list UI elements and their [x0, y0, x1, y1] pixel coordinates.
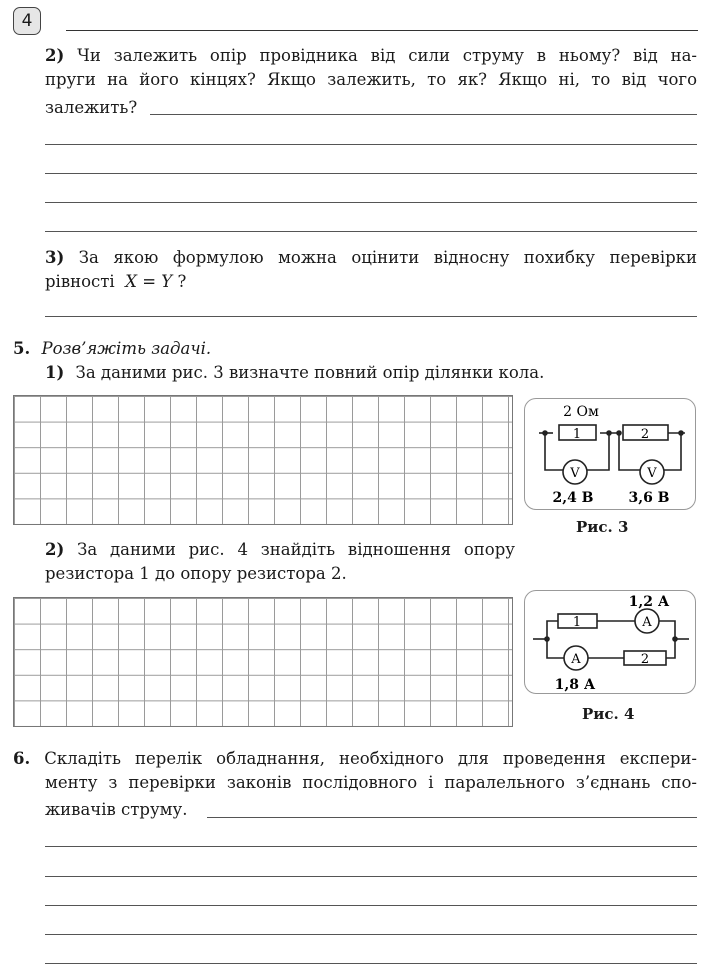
- header-rule: [66, 30, 698, 31]
- current-2-label: 1,8 А: [554, 677, 596, 693]
- answer-line[interactable]: [45, 876, 697, 877]
- answer-line[interactable]: [207, 817, 697, 818]
- answer-line[interactable]: [45, 202, 697, 203]
- answer-line[interactable]: [45, 934, 697, 935]
- q5-item1-number: 1): [45, 363, 65, 382]
- q5-item2-line1: [45, 538, 515, 562]
- ammeter-1-symbol: A: [642, 615, 652, 630]
- resistance-label: 2 Ом: [563, 404, 599, 420]
- q4-item2-line1: [45, 44, 697, 68]
- answer-line[interactable]: [45, 231, 697, 232]
- figure-4: [524, 590, 696, 694]
- answer-grid[interactable]: [13, 597, 513, 727]
- q4-item2-number: 2): [45, 46, 65, 65]
- q6-text1: Складіть перелік обладнання, необхідного для проведення експери-: [44, 749, 697, 768]
- voltage-2-label: 3,6 В: [628, 490, 670, 506]
- ammeter-2-symbol: A: [571, 652, 581, 667]
- resistor-2-label: 2: [640, 652, 650, 667]
- answer-grid[interactable]: [13, 395, 513, 525]
- answer-line[interactable]: [45, 905, 697, 906]
- figure-4-caption: Рис. 4: [582, 705, 635, 723]
- voltage-1-label: 2,4 В: [552, 490, 594, 506]
- answer-line[interactable]: [45, 846, 697, 847]
- q4-item3-line1: [45, 246, 697, 270]
- q4-item3-number: 3): [45, 248, 65, 267]
- resistor-2-label: 2: [640, 427, 650, 442]
- q4-item3-line2: [45, 270, 186, 294]
- figure-3-caption: Рис. 3: [576, 518, 629, 536]
- q6-number: 6.: [13, 749, 31, 768]
- current-1-label: 1,2 А: [628, 594, 670, 610]
- answer-line[interactable]: [45, 316, 697, 317]
- q4-item3-text1: За якою формулою можна оцінити відносну похибку перевірки: [78, 248, 697, 267]
- q5-item1: [45, 361, 544, 385]
- page-number: 4: [13, 7, 41, 35]
- q6-line2: менту з перевірки законів послідовного і паралельного з’єднань спо-: [45, 773, 697, 792]
- figure-3: [524, 398, 696, 510]
- voltmeter-1-symbol: V: [570, 466, 580, 481]
- question-mark: ?: [177, 272, 187, 291]
- q5-item2-text1: За даними рис. 4 знайдіть відношення опору: [77, 540, 515, 559]
- answer-line[interactable]: [45, 963, 697, 964]
- circuit-diagram-3: [525, 399, 697, 511]
- q4-item3-text2: рівності: [45, 272, 115, 291]
- q6-line1: [13, 747, 697, 771]
- resistor-1-label: 1: [572, 615, 582, 630]
- formula: X = Y: [125, 272, 173, 291]
- q4-item2-line2: пруги на його кінцях? Якщо залежить, то як? Якщо ні, то від чого: [45, 70, 697, 89]
- answer-line[interactable]: [45, 144, 697, 145]
- voltmeter-2-symbol: V: [647, 466, 657, 481]
- q4-item2-line3: залежить?: [45, 98, 138, 117]
- q4-item2-text1: Чи залежить опір провідника від сили струму в ньому? від на-: [77, 46, 697, 65]
- q6-line3: живачів струму.: [45, 800, 188, 819]
- answer-line[interactable]: [150, 114, 697, 115]
- q5-title: Розв’яжіть задачі.: [41, 339, 212, 358]
- resistor-1-label: 1: [572, 427, 582, 442]
- q5-item1-text: За даними рис. 3 визначте повний опір ділянки кола.: [75, 363, 545, 382]
- q5-item2-line2: резистора 1 до опору резистора 2.: [45, 564, 347, 583]
- q5-item2-number: 2): [45, 540, 65, 559]
- answer-line[interactable]: [45, 173, 697, 174]
- q5-number: 5.: [13, 339, 31, 358]
- q5-heading: [13, 337, 211, 361]
- circuit-diagram-4: [525, 591, 697, 695]
